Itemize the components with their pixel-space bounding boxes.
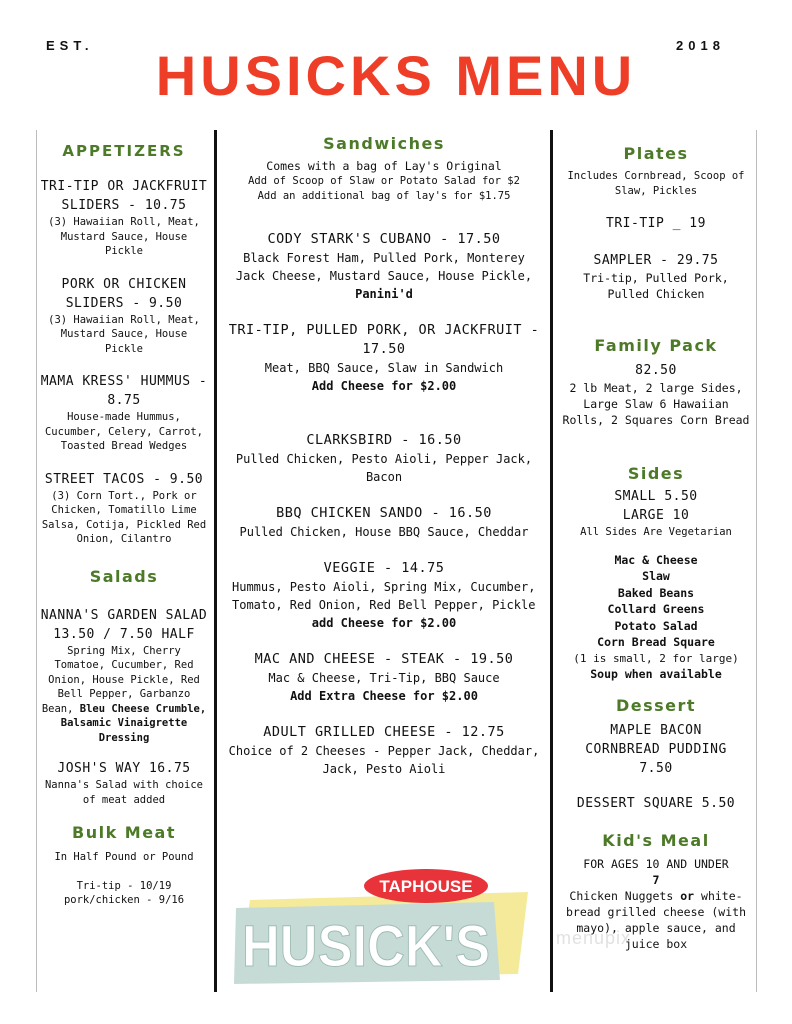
appetizer-name: PORK OR CHICKEN SLIDERS - 9.50 bbox=[61, 276, 187, 311]
salad-name: NANNA'S GARDEN SALAD 13.50 / 7.50 HALF bbox=[40, 607, 208, 642]
plate-desc: Tri-tip, Pulled Pork, Pulled Chicken bbox=[583, 271, 729, 301]
middle-column bbox=[226, 130, 542, 778]
divider-left-outer bbox=[36, 130, 37, 992]
appetizer-name: MAMA KRESS' HUMMUS - 8.75 bbox=[40, 374, 208, 408]
sandwich-name: ADULT GRILLED CHEESE - 12.75 bbox=[263, 724, 505, 740]
menu-title: HUSICKS MENU bbox=[155, 44, 637, 107]
side-item: Mac & Cheese bbox=[614, 552, 698, 567]
plates-note: Includes Cornbread, Scoop of Slaw, Pickles bbox=[567, 170, 745, 197]
sandwich-desc-text: Black Forest Ham, Pulled Pork, Monterey Jack Cheese, Mustard Sauce, House Pickle, bbox=[235, 251, 533, 283]
dessert-heading: Dessert bbox=[615, 696, 697, 715]
salad-name: JOSH'S WAY 16.75 bbox=[57, 761, 191, 776]
divider-right-outer bbox=[756, 130, 757, 992]
kids-meal-ages: FOR AGES 10 AND UNDER bbox=[583, 857, 729, 871]
sides-heading: Sides bbox=[627, 464, 685, 483]
bulk-meat-line: Tri-tip - 10/19 bbox=[76, 879, 172, 892]
bulk-meat-note: In Half Pound or Pound bbox=[54, 851, 194, 863]
sandwich-extra: Add Cheese for $2.00 bbox=[311, 379, 457, 393]
appetizer-desc: (3) Corn Tort., Pork or Chicken, Tomatillo Lime Salsa, Cotija, Pickled Red Onion, Cilantro bbox=[41, 489, 207, 545]
sandwich-desc: Meat, BBQ Sauce, Slaw in Sandwich bbox=[264, 361, 504, 375]
est-label: EST. bbox=[46, 38, 94, 53]
kids-meal-desc-or: or bbox=[680, 889, 695, 903]
left-column bbox=[40, 130, 208, 908]
sandwich-desc: Pulled Chicken, House BBQ Sauce, Cheddar bbox=[239, 525, 529, 539]
sandwich-name: MAC AND CHEESE - STEAK - 19.50 bbox=[254, 651, 514, 667]
sandwich-desc: Pulled Chicken, Pesto Aioli, Pepper Jack, Bacon bbox=[235, 452, 533, 484]
sides-note: All Sides Are Vegetarian bbox=[580, 526, 732, 538]
appetizer-name: STREET TACOS - 9.50 bbox=[44, 471, 204, 487]
sandwich-name: TRI-TIP, PULLED PORK, OR JACKFRUIT - 17.50 bbox=[228, 322, 540, 357]
dessert-item: MAPLE BACON CORNBREAD PUDDING 7.50 bbox=[585, 723, 727, 776]
divider-right bbox=[550, 130, 553, 992]
sandwich-desc: Hummus, Pesto Aioli, Spring Mix, Cucumber, Tomato, Red Onion, Red Bell Pepper, Pickle bbox=[232, 580, 536, 612]
sandwich-name: VEGGIE - 14.75 bbox=[323, 560, 445, 576]
sides-list bbox=[560, 552, 752, 683]
bulk-meat-line: pork/chicken - 9/16 bbox=[63, 894, 185, 906]
sandwich-extra: Add Extra Cheese for $2.00 bbox=[290, 689, 478, 703]
sandwich-name: BBQ CHICKEN SANDO - 16.50 bbox=[276, 505, 492, 521]
family-pack-heading: Family Pack bbox=[594, 336, 718, 355]
sandwich-name: CODY STARK'S CUBANO - 17.50 bbox=[267, 231, 501, 247]
family-pack-desc: 2 lb Meat, 2 large Sides, Large Slaw 6 Hawaiian Rolls, 2 Squares Corn Bread bbox=[562, 381, 750, 427]
plate-name: TRI-TIP _ 19 bbox=[606, 216, 706, 231]
salad-desc-bold: Bleu Cheese Crumble, Balsamic Vinaigrette Dressing bbox=[60, 702, 207, 744]
watermark: menupix bbox=[556, 928, 632, 948]
appetizer-desc: (3) Hawaiian Roll, Meat, Mustard Sauce, House Pickle bbox=[48, 216, 200, 257]
bulk-meat-heading: Bulk Meat bbox=[72, 823, 176, 842]
kids-meal-desc-b: white-bread grilled cheese (with mayo), apple sauce, and juice box bbox=[565, 889, 746, 951]
logo-taphouse-text: TAPHOUSE bbox=[379, 877, 473, 896]
side-item: Potato Salad bbox=[614, 618, 698, 633]
family-pack-price: 82.50 bbox=[635, 363, 677, 378]
kids-meal-heading: Kid's Meal bbox=[602, 831, 710, 850]
plates-heading: Plates bbox=[623, 144, 689, 163]
logo-husicks-text: HUSICK'S bbox=[242, 914, 490, 979]
appetizer-desc: (3) Hawaiian Roll, Meat, Mustard Sauce, House Pickle bbox=[48, 313, 200, 355]
dessert-item: DESSERT SQUARE 5.50 bbox=[576, 796, 736, 811]
sandwiches-note: Add of Scoop of Slaw or Potato Salad for $2 bbox=[248, 175, 520, 187]
sandwich-desc bbox=[226, 249, 542, 303]
sandwich-name: CLARKSBIRD - 16.50 bbox=[306, 432, 462, 448]
appetizer-name: TRI-TIP OR JACKFRUIT SLIDERS - 10.75 bbox=[40, 179, 208, 213]
side-item: Slaw bbox=[642, 569, 670, 583]
kids-meal-desc-a: Chicken Nuggets bbox=[569, 889, 674, 903]
sides-small: SMALL 5.50 bbox=[614, 489, 698, 504]
salad-desc bbox=[40, 644, 208, 746]
plate-name: SAMPLER - 29.75 bbox=[593, 253, 719, 268]
sandwich-desc: Choice of 2 Cheeses - Pepper Jack, Cheddar, Jack, Pesto Aioli bbox=[228, 744, 540, 776]
salad-desc-text: Spring Mix, Cherry Tomatoe, Cucumber, Red Onion, House Pickle, Red Bell Pepper, Garbanzo Bean, bbox=[41, 644, 200, 715]
sandwich-extra: add Cheese for $2.00 bbox=[311, 616, 457, 630]
appetizers-heading: APPETIZERS bbox=[62, 142, 186, 160]
sandwiches-note: Comes with a bag of Lay's Original bbox=[266, 159, 502, 173]
side-item: Corn Bread Square bbox=[597, 635, 715, 649]
sandwich-desc-bold: Panini'd bbox=[355, 287, 413, 301]
sandwiches-note: Add an additional bag of lay's for $1.75 bbox=[257, 190, 511, 202]
salad-desc: Nanna's Salad with choice of meat added bbox=[44, 779, 204, 806]
sides-large: LARGE 10 bbox=[622, 508, 690, 523]
salads-heading: Salads bbox=[89, 566, 159, 586]
divider-left bbox=[214, 130, 217, 992]
sides-soup: Soup when available bbox=[590, 666, 722, 681]
sides-square-note: (1 is small, 2 for large) bbox=[573, 651, 739, 665]
sandwiches-heading: Sandwiches bbox=[323, 134, 445, 153]
side-item: Collard Greens bbox=[607, 602, 705, 616]
side-item: Baked Beans bbox=[617, 585, 695, 600]
appetizer-desc: House-made Hummus, Cucumber, Celery, Carrot, Toasted Bread Wedges bbox=[44, 411, 204, 452]
sandwich-desc: Mac & Cheese, Tri-Tip, BBQ Sauce bbox=[268, 671, 500, 685]
right-column bbox=[560, 130, 752, 952]
husicks-taphouse-logo bbox=[232, 862, 538, 986]
kids-meal-price: 7 bbox=[652, 873, 660, 887]
year-label: 2018 bbox=[676, 38, 725, 53]
